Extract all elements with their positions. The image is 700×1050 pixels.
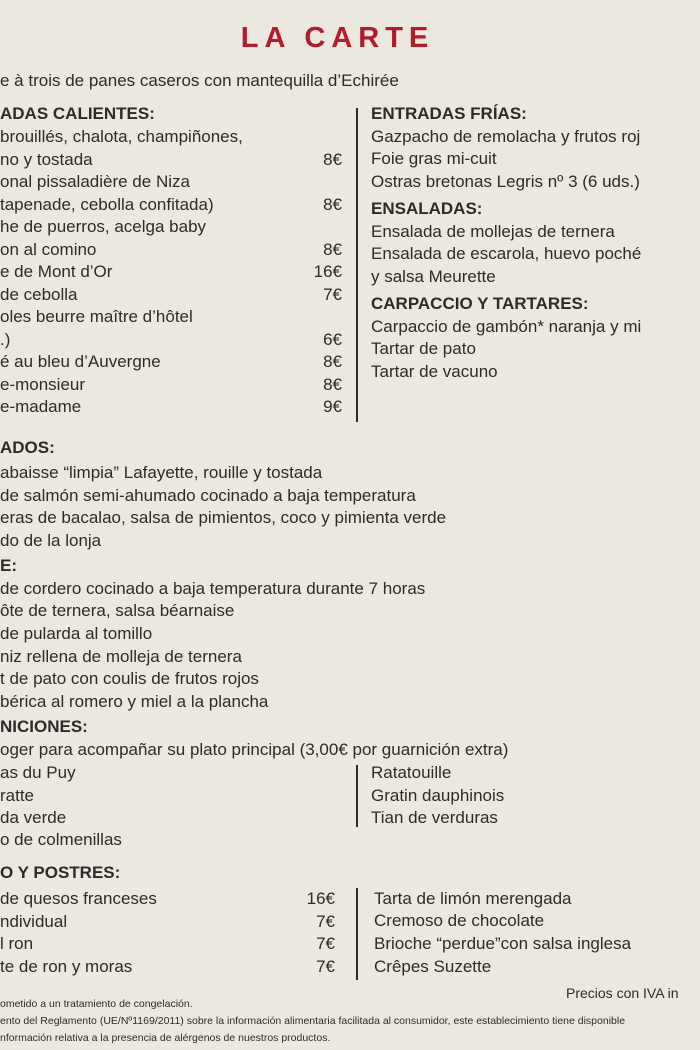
footnote: ento del Reglamento (UE/Nº1169/2011) sobre la información alimentaria facilitada al consumidor, este establecimiento tiene disponible xyxy=(0,1015,626,1027)
menu-item: ratte xyxy=(0,786,35,805)
menu-item: ôte de ternera, salsa béarnaise xyxy=(0,601,235,620)
menu-item: no y tostada xyxy=(0,149,93,169)
menu-item-price: 7€ xyxy=(316,934,335,954)
section-heading-ensaladas: ENSALADAS: xyxy=(371,199,483,218)
menu-item: o de colmenillas xyxy=(0,830,122,849)
menu-item: Cremoso de chocolate xyxy=(374,911,545,930)
guarniciones-intro: oger para acompañar su plato principal (3,00€ por guarnición extra) xyxy=(0,740,509,759)
menu-item: y salsa Meurette xyxy=(371,267,496,286)
menu-item: Brioche “perdue”con salsa inglesa xyxy=(374,934,632,953)
section-heading-entradas-calientes: ADAS CALIENTES: xyxy=(0,104,155,123)
menu-item: as du Puy xyxy=(0,763,76,782)
menu-item: l ron xyxy=(0,934,34,954)
menu-item: eras de bacalao, salsa de pimientos, coco y pimienta verde xyxy=(0,508,447,527)
menu-item: da verde xyxy=(0,808,67,827)
section-heading-pescados: ADOS: xyxy=(0,438,55,457)
section-heading-carnes: E: xyxy=(0,556,17,575)
menu-item: Carpaccio de gambón* naranja y mi xyxy=(371,317,642,336)
footnote: nformación relativa a la presencia de alérgenos de nuestros productos. xyxy=(0,1032,331,1044)
menu-item: é au bleu d’Auvergne xyxy=(0,352,161,371)
column-divider xyxy=(356,888,358,980)
menu-item: onal pissaladière de Niza xyxy=(0,172,190,191)
menu-item-price: 16€ xyxy=(313,262,342,281)
menu-item: abaisse “limpia” Lafayette, rouille y tostada xyxy=(0,463,323,482)
menu-item: oles beurre maître d’hôtel xyxy=(0,307,193,326)
menu-item: Tian de verduras xyxy=(371,808,498,827)
bread-intro: e à trois de panes caseros con mantequilla d’Echirée xyxy=(0,71,399,90)
menu-item-price: 8€ xyxy=(323,149,342,169)
menu-item: Tarta de limón merengada xyxy=(374,889,572,908)
menu-item-price: 8€ xyxy=(323,194,342,214)
page-title: LA CARTE xyxy=(240,22,435,54)
section-heading-postres: O Y POSTRES: xyxy=(0,863,121,882)
menu-item: de cebolla xyxy=(0,284,78,304)
menu-item: tapenade, cebolla confitada) xyxy=(0,194,214,214)
menu-item: e-monsieur xyxy=(0,374,86,394)
menu-item-price: 8€ xyxy=(323,374,342,394)
menu-item: Tartar de vacuno xyxy=(371,362,498,381)
column-divider xyxy=(356,108,358,422)
menu-item: on al comino xyxy=(0,239,97,259)
section-heading-carpaccio: CARPACCIO Y TARTARES: xyxy=(371,294,589,313)
menu-item: de salmón semi-ahumado cocinado a baja temperatura xyxy=(0,486,416,505)
menu-item: Tartar de pato xyxy=(371,339,476,358)
menu-item-price: 7€ xyxy=(323,284,342,304)
menu-item-price: 9€ xyxy=(323,397,342,416)
menu-item: Gratin dauphinois xyxy=(371,786,505,805)
menu-item: Crêpes Suzette xyxy=(374,957,492,976)
menu-item: niz rellena de molleja de ternera xyxy=(0,647,242,666)
menu-item-price: 16€ xyxy=(306,889,335,908)
menu-item-price: 6€ xyxy=(323,329,342,349)
section-heading-entradas-frias: ENTRADAS FRÍAS: xyxy=(371,104,527,123)
section-heading-guarniciones: NICIONES: xyxy=(0,717,88,736)
menu-item: de cordero cocinado a baja temperatura durante 7 horas xyxy=(0,579,426,598)
menu-item: he de puerros, acelga baby xyxy=(0,217,207,236)
column-divider xyxy=(356,765,358,827)
menu-item: ndividual xyxy=(0,911,68,931)
menu-item: .) xyxy=(0,329,11,349)
menu-item: Foie gras mi-cuit xyxy=(371,149,497,168)
menu-item-price: 7€ xyxy=(316,911,335,931)
menu-item-price: 7€ xyxy=(316,957,335,977)
menu-item: Ratatouille xyxy=(371,763,452,782)
menu-item: e de Mont d’Or xyxy=(0,262,113,281)
menu-item-price: 8€ xyxy=(323,352,342,371)
menu-item: brouillés, chalota, champiñones, xyxy=(0,127,243,146)
menu-item: Gazpacho de remolacha y frutos roj xyxy=(371,127,641,146)
menu-item: te de ron y moras xyxy=(0,957,133,977)
menu-item: de quesos franceses xyxy=(0,889,157,908)
iva-note: Precios con IVA in xyxy=(566,985,679,1001)
menu-item: e-madame xyxy=(0,397,82,416)
menu-item-price: 8€ xyxy=(323,239,342,259)
menu-item: do de la lonja xyxy=(0,531,102,550)
menu-item: Ensalada de escarola, huevo poché xyxy=(371,244,642,263)
menu-item: Ensalada de mollejas de ternera xyxy=(371,222,615,241)
footnote: ometido a un tratamiento de congelación. xyxy=(0,998,193,1010)
menu-item: Ostras bretonas Legris nº 3 (6 uds.) xyxy=(371,172,640,191)
menu-item: de pularda al tomillo xyxy=(0,624,153,643)
menu-item: t de pato con coulis de frutos rojos xyxy=(0,669,259,688)
menu-item: bérica al romero y miel a la plancha xyxy=(0,692,269,711)
